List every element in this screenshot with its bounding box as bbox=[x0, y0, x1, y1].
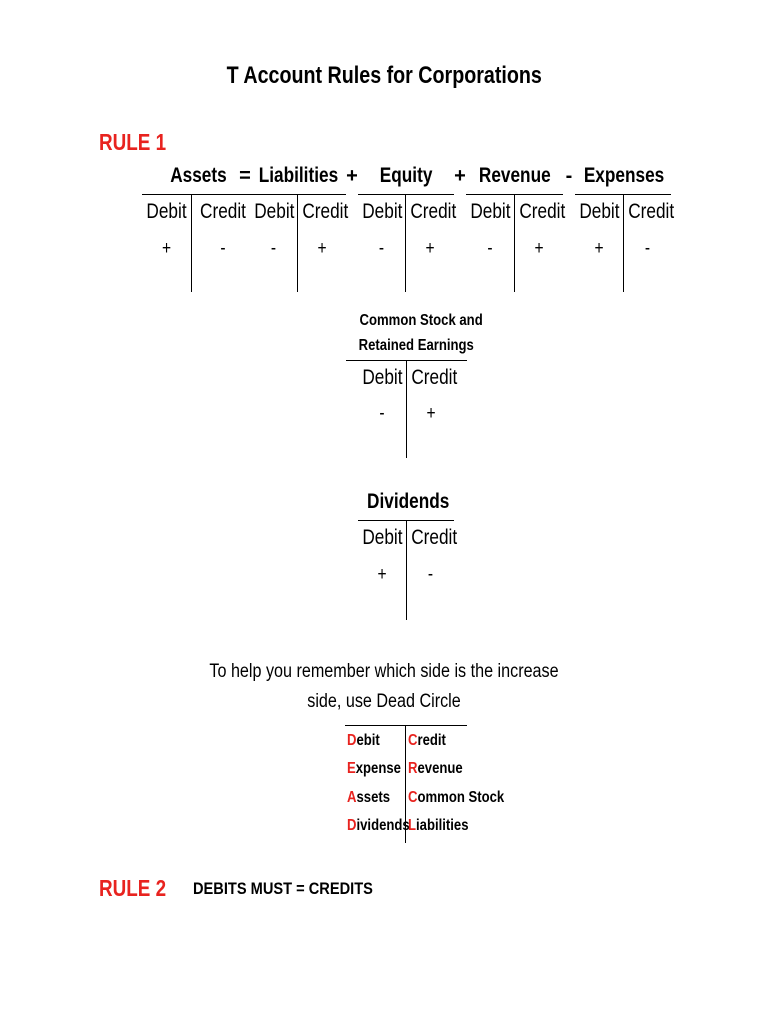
t-account-liabilities bbox=[250, 162, 349, 292]
t-bar bbox=[250, 194, 346, 195]
credit-sign: + bbox=[317, 238, 327, 259]
rule-2-label: RULE 2 bbox=[99, 875, 167, 901]
t-account-equity bbox=[358, 162, 457, 292]
dead-circle-left-item: Assets bbox=[347, 789, 391, 806]
t-divider bbox=[514, 194, 515, 292]
account-name: Expenses bbox=[583, 164, 665, 187]
debit-sign: - bbox=[379, 403, 385, 424]
t-account-revenue bbox=[466, 162, 566, 292]
credit-sign: - bbox=[644, 238, 651, 259]
dead-circle-left-item: Debit bbox=[347, 732, 380, 749]
t-account-expenses bbox=[575, 162, 675, 292]
debit-label: Debit bbox=[362, 366, 403, 389]
account-name: Dividends bbox=[367, 490, 450, 513]
plus-operator: + bbox=[346, 165, 358, 187]
dead-circle-left-item: Expense bbox=[347, 760, 401, 777]
t-account-dividends bbox=[358, 488, 458, 620]
account-name: Liabilities bbox=[258, 164, 339, 187]
debit-sign: - bbox=[487, 238, 493, 259]
account-name: Revenue bbox=[478, 164, 551, 187]
dead-circle-right-item: Common Stock bbox=[408, 789, 505, 806]
equals-operator: = bbox=[239, 165, 251, 187]
plus-operator: + bbox=[454, 165, 466, 187]
debit-label: Debit bbox=[146, 200, 187, 223]
account-name: Assets bbox=[169, 164, 227, 187]
t-bar bbox=[345, 725, 467, 726]
mnemonic-instruction-line-2: side, use Dead Circle bbox=[307, 691, 461, 712]
debit-label: Debit bbox=[362, 200, 403, 223]
account-name: Equity bbox=[379, 164, 433, 187]
t-divider bbox=[405, 194, 406, 292]
credit-sign: - bbox=[220, 238, 226, 259]
debit-label: Debit bbox=[579, 200, 620, 223]
rule-1-label: RULE 1 bbox=[99, 129, 167, 155]
debit-sign: + bbox=[377, 564, 387, 585]
mnemonic-instruction-line-1: To help you remember which side is the increase bbox=[209, 661, 559, 682]
t-divider bbox=[623, 194, 624, 292]
t-divider bbox=[297, 194, 298, 292]
debit-label: Debit bbox=[254, 200, 295, 223]
credit-label: Credit bbox=[628, 200, 675, 223]
t-bar bbox=[358, 194, 454, 195]
account-name-line-2: Retained Earnings bbox=[358, 337, 474, 354]
credit-label: Credit bbox=[411, 366, 458, 389]
debit-label: Debit bbox=[362, 526, 403, 549]
rule-2-text: DEBITS MUST = CREDITS bbox=[193, 879, 373, 898]
dead-circle-right-item: Liabilities bbox=[408, 817, 469, 834]
account-name-line-1: Common Stock and bbox=[359, 312, 483, 329]
t-bar bbox=[142, 194, 254, 195]
t-account-common-stock-retained-earnings bbox=[346, 310, 483, 458]
debit-sign: - bbox=[270, 238, 277, 259]
debit-sign: + bbox=[161, 238, 172, 259]
dead-circle-right-item: Revenue bbox=[408, 760, 463, 777]
debit-sign: + bbox=[594, 238, 604, 259]
credit-sign: - bbox=[427, 564, 434, 585]
credit-sign: + bbox=[534, 238, 544, 259]
credit-label: Credit bbox=[302, 200, 349, 223]
credit-label: Credit bbox=[410, 200, 457, 223]
dead-circle-table bbox=[345, 725, 505, 843]
debit-label: Debit bbox=[470, 200, 511, 223]
t-divider bbox=[191, 194, 192, 292]
dead-circle-left-item: Dividends bbox=[347, 817, 410, 834]
credit-sign: + bbox=[426, 403, 436, 424]
minus-operator: - bbox=[565, 165, 573, 187]
debit-sign: - bbox=[378, 238, 385, 259]
page-title: T Account Rules for Corporations bbox=[226, 62, 542, 89]
credit-sign: + bbox=[425, 238, 435, 259]
dead-circle-right-item: Credit bbox=[408, 732, 446, 749]
credit-label: Credit bbox=[411, 526, 458, 549]
t-divider bbox=[406, 360, 407, 458]
t-divider bbox=[406, 520, 407, 620]
credit-label: Credit bbox=[519, 200, 566, 223]
credit-label: Credit bbox=[200, 200, 246, 223]
